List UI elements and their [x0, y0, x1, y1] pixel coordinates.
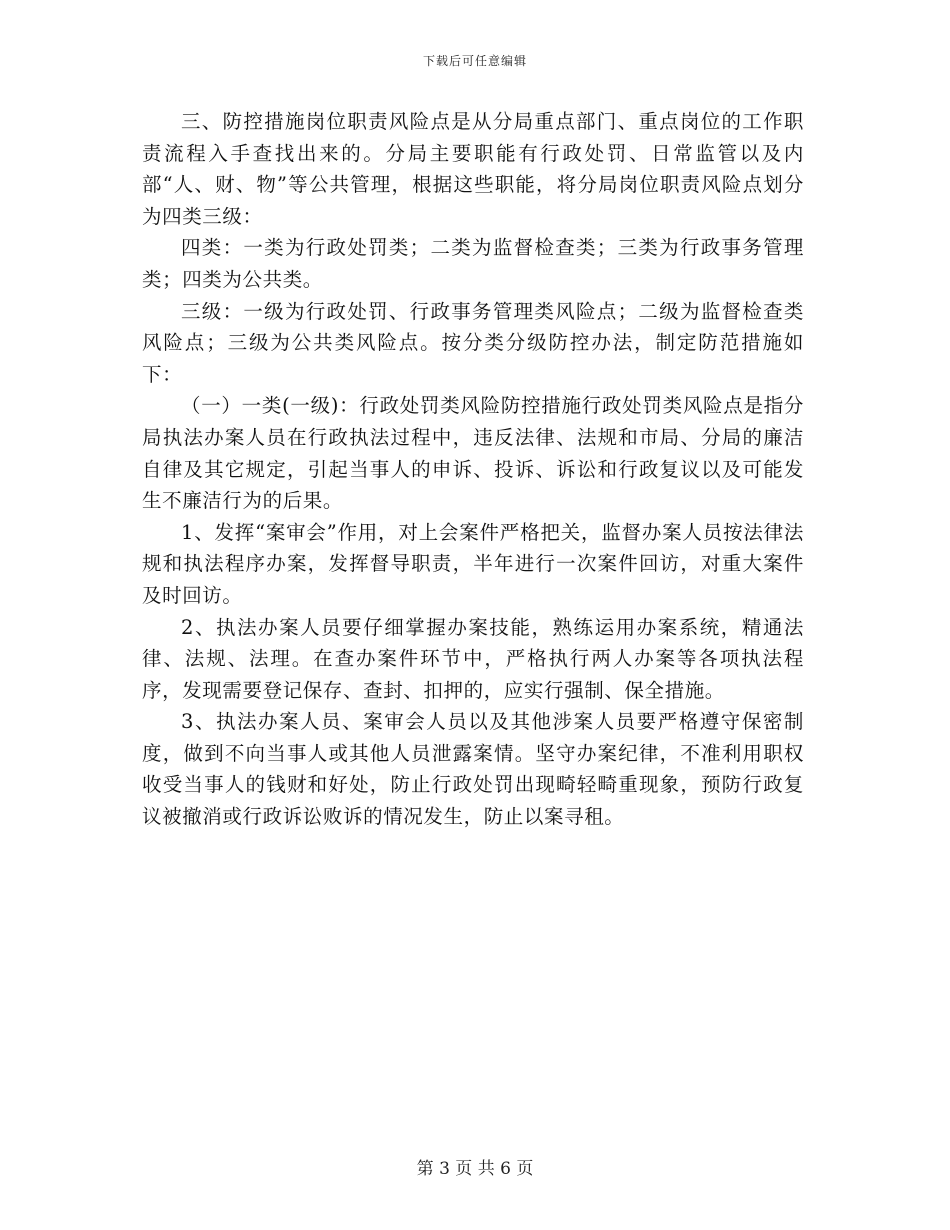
paragraph-6: 2、执法办案人员要仔细掌握办案技能，熟练运用办案系统，精通法律、法规、法理。在查办案件环节中，严格执行两人办案等各项执法程序，发现需要登记保存、查封、扣押的，应实行强制、保全措施。: [142, 615, 804, 702]
page-footer: [0, 1154, 950, 1179]
paragraph-3: 三级：一级为行政处罚、行政事务管理类风险点；二级为监督检查类风险点；三级为公共类风险点。按分类分级防控办法，制定防范措施如下：: [142, 299, 804, 386]
paragraph-4: （一）一类(一级)：行政处罚类风险防控措施行政处罚类风险点是指分局执法办案人员在行政执法过程中，违反法律、法规和市局、分局的廉洁自律及其它规定，引起当事人的申诉、投诉、诉讼和行政复议以及可能发生不廉洁行为的后果。: [142, 394, 804, 513]
page-header-note: 下载后可任意编辑: [422, 54, 527, 68]
paragraph-1: 三、防控措施岗位职责风险点是从分局重点部门、重点岗位的工作职责流程入手查找出来的。分局主要职能有行政处罚、日常监管以及内部“人、财、物”等公共管理，根据这些职能，将分局岗位职责风险点划分为四类三级：: [142, 110, 804, 228]
paragraph-5: 1、发挥“案审会”作用，对上会案件严格把关，监督办案人员按法律法规和执法程序办案，发挥督导职责，半年进行一次案件回访，对重大案件及时回访。: [142, 520, 804, 607]
paragraph-2: 四类：一类为行政处罚类；二类为监督检查类；三类为行政事务管理类；四类为公共类。: [142, 236, 804, 291]
page-number: 第 3 页 共 6 页: [416, 1159, 534, 1179]
document-body: [142, 106, 804, 833]
paragraph-7: 3、执法办案人员、案审会人员以及其他涉案人员要严格遵守保密制度，做到不向当事人或其他人员泄露案情。坚守办案纪律，不准利用职权收受当事人的钱财和好处，防止行政处罚出现畸轻畸重现象，预防行政复议被撤消或行政诉讼败诉的情况发生，防止以案寻租。: [142, 710, 804, 829]
